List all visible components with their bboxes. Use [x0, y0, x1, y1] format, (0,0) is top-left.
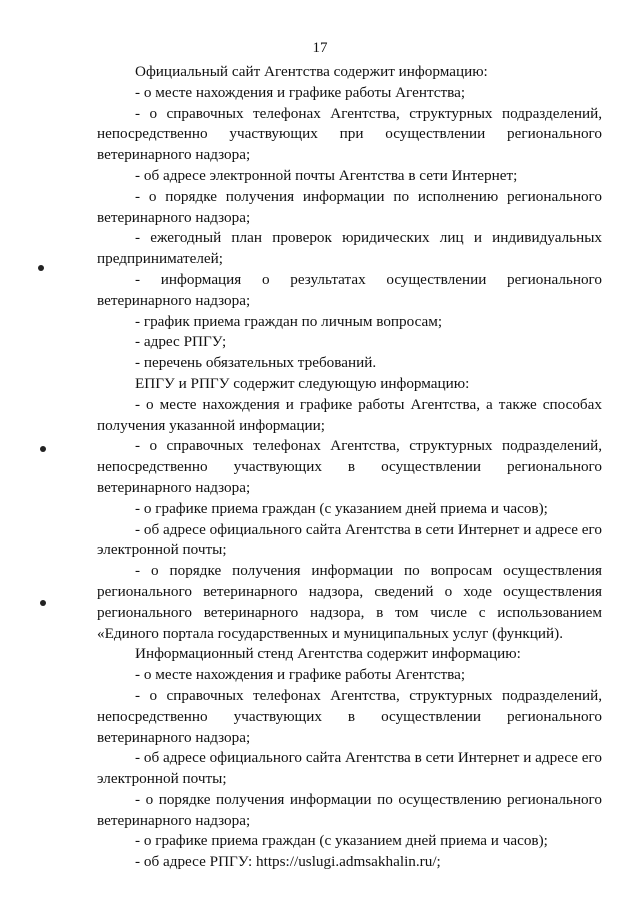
paragraph: - о порядке получения информации по вопросам осуществления регионального ветеринарного надзора, сведений о ходе осуществления регионального ветеринарного надзора, в том числе с использованием «Единого портала государственных и муниципальных услуг (функций).: [97, 562, 602, 642]
scan-mark-dot: [38, 265, 44, 271]
scan-mark-dot: [40, 446, 46, 452]
paragraph: - перечень обязательных требований.: [135, 354, 377, 372]
paragraph: - о графике приема граждан (с указанием дней приема и часов);: [135, 832, 548, 850]
paragraph: - о порядке получения информации по осуществлению регионального ветеринарного надзора;: [97, 790, 602, 829]
document-body: [97, 62, 602, 873]
paragraph: Информационный стенд Агентства содержит информацию:: [135, 645, 521, 663]
paragraph: - о справочных телефонах Агентства, структурных подразделений, непосредственно участвующих при осуществлении регионального ветеринарного надзора;: [97, 104, 602, 164]
paragraph: - об адресе электронной почты Агентства в сети Интернет;: [135, 166, 518, 184]
paragraph: - о справочных телефонах Агентства, структурных подразделений, непосредственно участвующих в осуществлении регионального ветеринарного надзора;: [97, 437, 602, 496]
paragraph: - о месте нахождения и графике работы Агентства;: [135, 83, 466, 101]
paragraph: - о справочных телефонах Агентства, структурных подразделений, непосредственно участвующих в осуществлении регионального ветеринарного надзора;: [97, 686, 602, 746]
page-number: 17: [312, 40, 328, 56]
paragraph: - о месте нахождения и графике работы Агентства, а также способах получения указанной информации;: [97, 395, 602, 434]
paragraph: - ежегодный план проверок юридических лиц и индивидуальных предпринимателей;: [97, 229, 602, 268]
paragraph: Официальный сайт Агентства содержит информацию:: [135, 63, 488, 80]
paragraph: - адрес РПГУ;: [135, 333, 227, 351]
paragraph: - о месте нахождения и графике работы Агентства;: [135, 666, 466, 684]
paragraph: - о порядке получения информации по исполнению регионального ветеринарного надзора;: [97, 187, 602, 226]
paragraph: ЕПГУ и РПГУ содержит следующую информацию:: [135, 374, 470, 392]
paragraph: - об адресе официального сайта Агентства в сети Интернет и адресе его электронной почты;: [97, 749, 602, 788]
paragraph: - об адресе РПГУ: https://uslugi.admsakhalin.ru/;: [135, 853, 441, 871]
scan-mark-dot: [40, 600, 46, 606]
paragraph: - график приема граждан по личным вопросам;: [135, 312, 443, 330]
paragraph: - об адресе официального сайта Агентства в сети Интернет и адресе его электронной почты;: [97, 520, 602, 559]
paragraph: - о графике приема граждан (с указанием дней приема и часов);: [135, 499, 548, 517]
paragraph: - информация о результатах осуществлении регионального ветеринарного надзора;: [97, 270, 602, 309]
